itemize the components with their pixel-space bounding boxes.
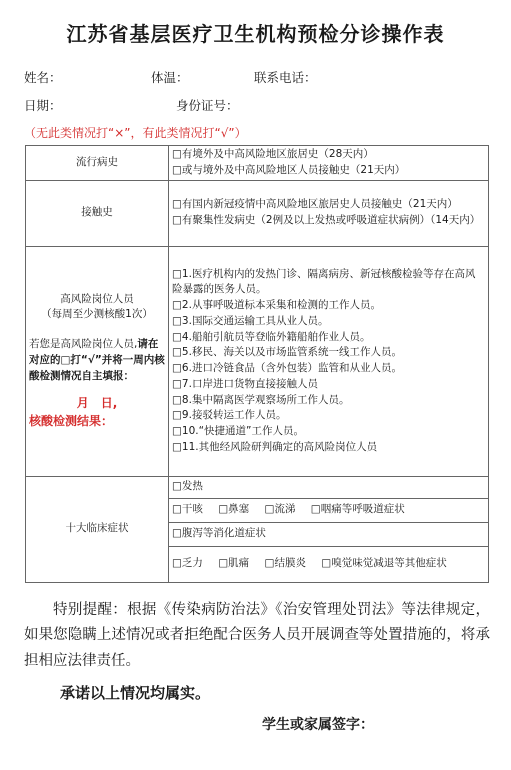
checkbox-option[interactable]: □流涕 bbox=[264, 503, 296, 516]
name-label: 姓名： bbox=[24, 70, 62, 85]
high-risk-row bbox=[26, 246, 489, 476]
checkbox-option[interactable]: □9.接驳转运工作人员。 bbox=[172, 409, 287, 422]
checkbox-option[interactable]: □嗅觉味觉减退等其他症状 bbox=[321, 557, 447, 570]
travel-history-options bbox=[169, 146, 489, 181]
checkbox-option[interactable]: □腹泻等消化道症状 bbox=[172, 527, 266, 540]
high-risk-title: 高风险岗位人员 bbox=[60, 292, 134, 305]
checkbox-option[interactable]: □3.国际交通运输工具从业人员。 bbox=[172, 314, 329, 327]
screening-table bbox=[25, 145, 489, 583]
travel-history-row bbox=[26, 146, 489, 181]
checkbox-option[interactable]: □8.集中隔离医学观察场所工作人员。 bbox=[172, 393, 350, 406]
checkbox-option[interactable]: □6.进口冷链食品（含外包装）监管和从业人员。 bbox=[172, 362, 402, 374]
checkbox-option[interactable]: □鼻塞 bbox=[218, 503, 250, 516]
travel-history-label: 流行病史 bbox=[26, 146, 169, 181]
checkbox-option[interactable]: □4.船舶引航员等登临外籍船舶作业人员。 bbox=[172, 330, 371, 343]
checkbox-option[interactable]: □发热 bbox=[172, 480, 203, 493]
test-result-label[interactable]: 核酸检测结果： bbox=[29, 414, 114, 429]
checkbox-option[interactable]: □10.“快捷通道”工作人员。 bbox=[172, 425, 304, 437]
contact-history-label: 接触史 bbox=[26, 180, 169, 246]
contact-history-row bbox=[26, 180, 489, 246]
commitment-statement: 承诺以上情况均属实。 bbox=[60, 684, 211, 702]
high-risk-prompt: 若您是高风险岗位人员,请在对应的□打“√”并将一周内核酸检测情况自主填报： bbox=[29, 338, 165, 382]
date-label: 日期： bbox=[24, 98, 62, 113]
checkbox-option[interactable]: □或与境外及中高风险地区人员接触史（21天内） bbox=[172, 163, 406, 176]
temperature-label: 体温： bbox=[151, 70, 189, 85]
phone-label: 联系电话： bbox=[254, 70, 317, 85]
checkbox-option[interactable]: □5.移民、海关以及市场监管系统一线工作人员。 bbox=[172, 346, 402, 359]
contact-history-options bbox=[169, 180, 489, 246]
checkbox-option[interactable]: □2.从事呼吸道标本采集和检测的工作人员。 bbox=[172, 299, 381, 311]
special-reminder: 特别提醒：根据《传染病防治法》《治安管理处罚法》等法律规定，如果您隐瞒上述情况或者拒绝配合医务人员开展调查等处置措施的，将承担相应法律责任。 bbox=[24, 602, 490, 669]
symptoms-label: 十大临床症状 bbox=[26, 476, 169, 582]
checkbox-option[interactable]: □有境外及中高风险地区旅居史（28天内） bbox=[172, 148, 374, 160]
checkbox-option[interactable]: □有国内新冠疫情中高风险地区旅居史人员接触史（21天内） bbox=[172, 198, 458, 211]
checkbox-option[interactable]: □结膜炎 bbox=[264, 557, 306, 570]
high-risk-label bbox=[26, 246, 169, 476]
checkbox-option[interactable]: □肌痛 bbox=[218, 557, 250, 570]
checkbox-option[interactable]: □1.医疗机构内的发热门诊、隔离病房、新冠核酸检验等存在高风险暴露的医务人员。 bbox=[172, 267, 476, 296]
checkbox-option[interactable]: □11.其他经风险研判确定的高风险岗位人员 bbox=[172, 440, 378, 453]
id-number-label: 身份证号： bbox=[176, 98, 239, 113]
high-risk-options bbox=[169, 246, 489, 476]
test-date-line[interactable]: 月 日, bbox=[76, 396, 118, 411]
checkbox-option[interactable]: □7.口岸进口货物直接接触人员 bbox=[172, 377, 318, 390]
page-title: 江苏省基层医疗卫生机构预检分诊操作表 bbox=[66, 22, 445, 46]
high-risk-subtitle: （每周至少测核酸1次） bbox=[41, 308, 153, 321]
checkbox-option[interactable]: □有聚集性发病史（2例及以上发热或呼吸道症状病例）（14天内） bbox=[172, 214, 481, 226]
checkbox-option[interactable]: □咽痛等呼吸道症状 bbox=[310, 503, 405, 516]
instruction-note: （无此类情况打“×”，有此类情况打“√”） bbox=[24, 126, 247, 140]
signature-label: 学生或家属签字： bbox=[262, 717, 374, 733]
symptoms-row-1 bbox=[26, 476, 489, 498]
checkbox-option[interactable]: □干咳 bbox=[172, 503, 203, 516]
checkbox-option[interactable]: □乏力 bbox=[172, 557, 203, 570]
